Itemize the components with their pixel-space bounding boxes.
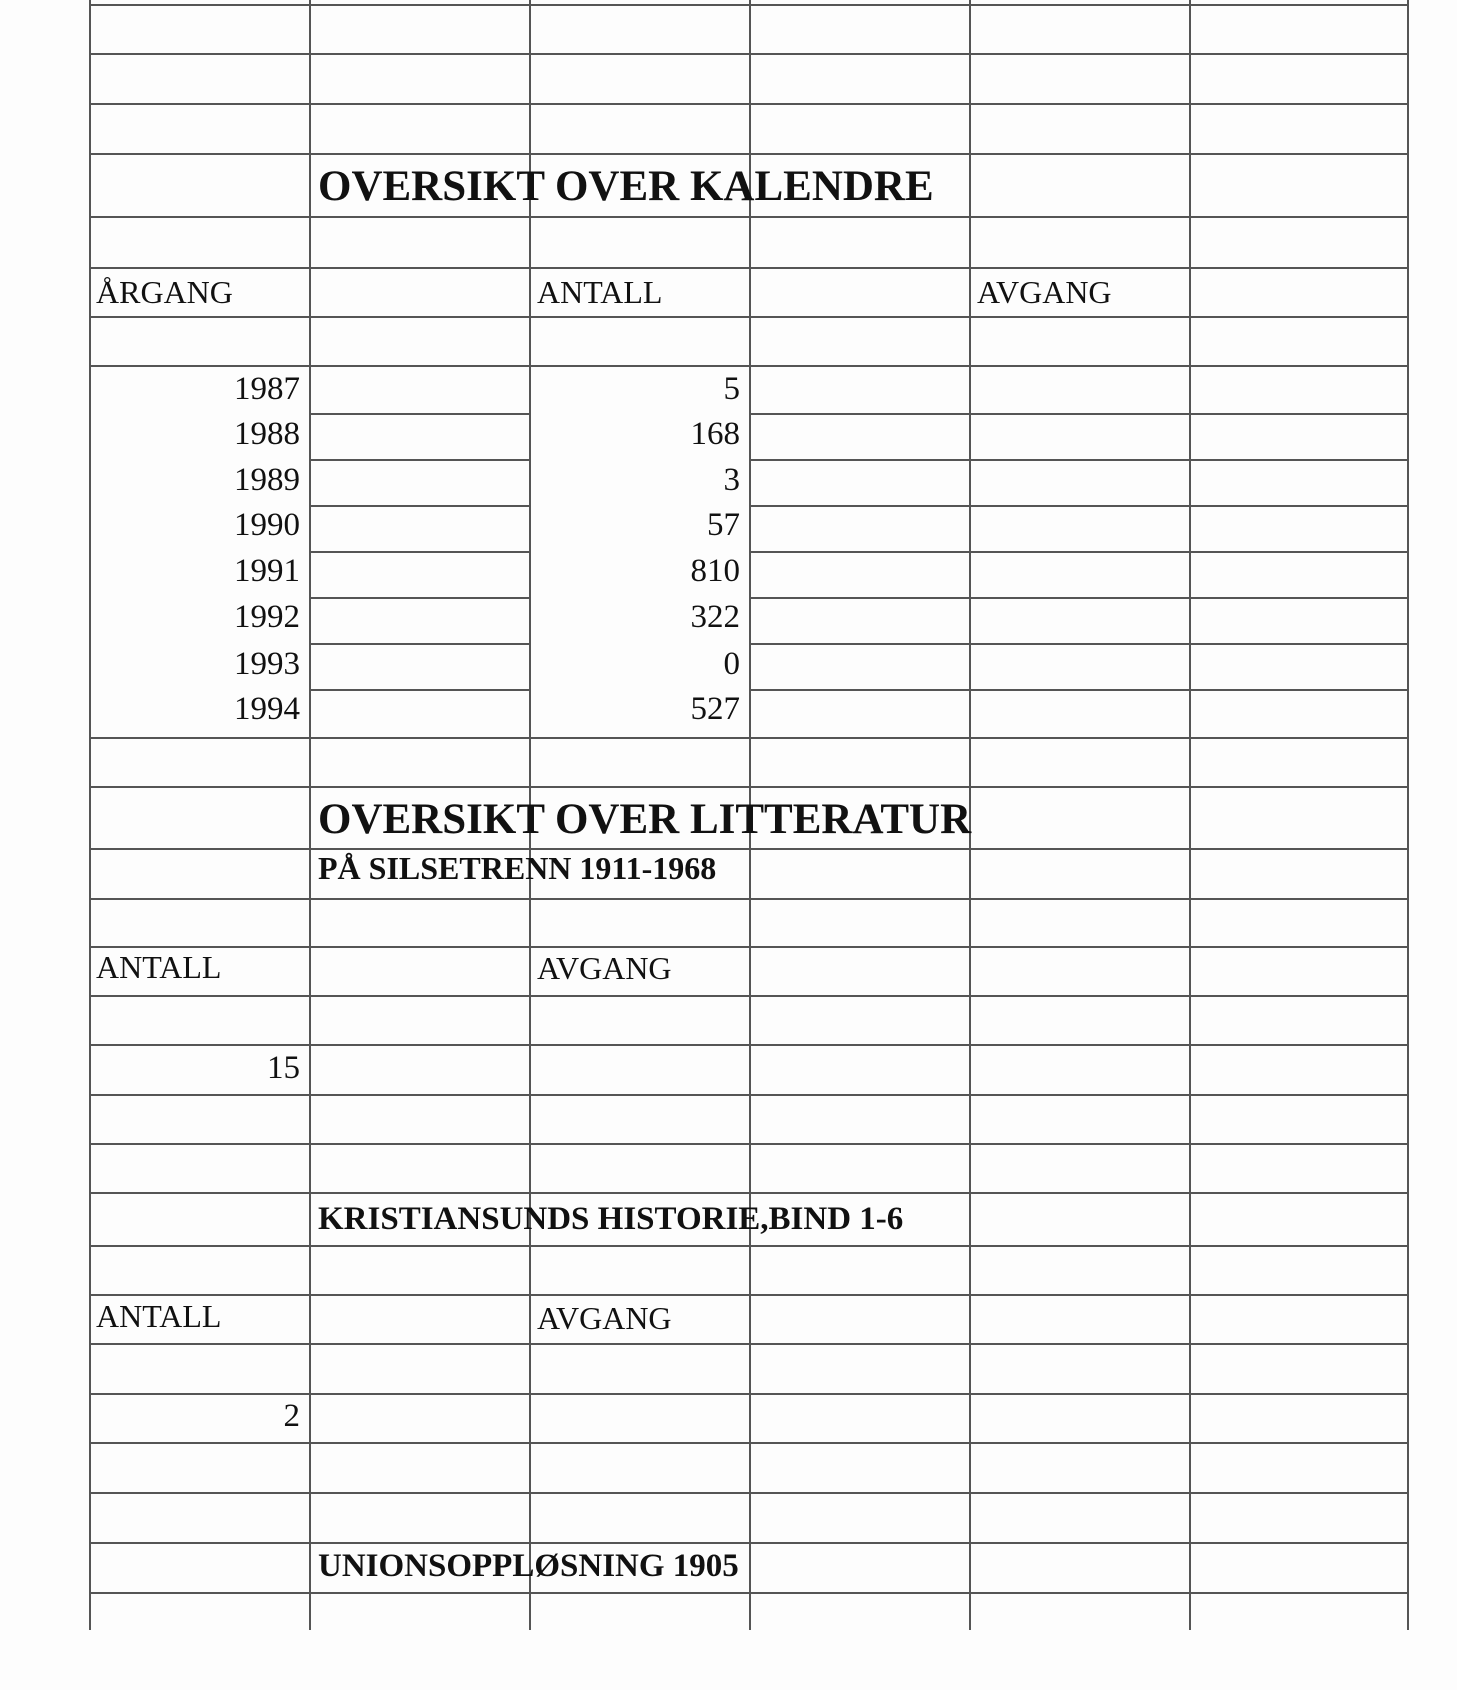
literature-count-header: ANTALL [96, 949, 222, 985]
grid-row-line [749, 459, 1409, 461]
year-cell: 1990 [234, 507, 300, 543]
count-column-header: ANTALL [537, 274, 663, 310]
history-count-header: ANTALL [96, 1298, 222, 1334]
count-cell: 57 [707, 507, 740, 543]
count-cell: 3 [723, 462, 740, 498]
count-cell: 322 [690, 599, 740, 635]
count-cell: 810 [690, 553, 740, 589]
grid-row-line [89, 153, 1409, 155]
grid-row-line [309, 643, 529, 645]
union-title: UNIONSOPPLØSNING 1905 [318, 1548, 739, 1584]
count-cell: 527 [690, 691, 740, 727]
grid-row-line [309, 413, 529, 415]
grid-row-line [89, 316, 1409, 318]
year-cell: 1994 [234, 691, 300, 727]
grid-row-line [89, 1492, 1409, 1494]
grid-row-line [89, 1245, 1409, 1247]
year-cell: 1991 [234, 553, 300, 589]
grid-column-line [1407, 0, 1409, 1630]
grid-row-line [89, 1592, 1409, 1594]
grid-row-line [89, 786, 1409, 788]
grid-row-line [89, 53, 1409, 55]
grid-row-line [309, 551, 529, 553]
grid-row-line [89, 898, 1409, 900]
year-cell: 1989 [234, 462, 300, 498]
grid-column-line [309, 0, 311, 1630]
history-title: KRISTIANSUNDS HISTORIE,BIND 1-6 [318, 1201, 904, 1237]
literature-title: OVERSIKT OVER LITTERATUR [318, 796, 972, 843]
grid-row-line [749, 413, 1409, 415]
grid-row-line [89, 848, 1409, 850]
grid-row-line [309, 505, 529, 507]
grid-row-line [89, 1294, 1409, 1296]
count-cell: 5 [723, 371, 740, 407]
year-column-header: ÅRGANG [96, 274, 233, 310]
grid-row-line [89, 103, 1409, 105]
grid-row-line [89, 1343, 1409, 1345]
grid-row-line [89, 946, 1409, 948]
count-cell: 168 [690, 416, 740, 452]
history-count-cell: 2 [283, 1398, 300, 1434]
count-cell: 0 [723, 646, 740, 682]
grid-row-line [749, 551, 1409, 553]
grid-row-line [749, 643, 1409, 645]
grid-row-line [749, 505, 1409, 507]
grid-row-line [89, 1094, 1409, 1096]
year-cell: 1992 [234, 599, 300, 635]
literature-outgoing-header: AVGANG [537, 950, 672, 986]
grid-row-line [89, 1442, 1409, 1444]
grid-row-line [89, 216, 1409, 218]
year-cell: 1988 [234, 416, 300, 452]
grid-row-line [89, 737, 1409, 739]
grid-row-line [309, 597, 529, 599]
history-outgoing-header: AVGANG [537, 1300, 672, 1336]
outgoing-column-header: AVGANG [977, 274, 1112, 310]
grid-row-line [89, 267, 1409, 269]
grid-row-line [749, 597, 1409, 599]
grid-row-line [89, 1542, 1409, 1544]
year-cell: 1987 [234, 371, 300, 407]
grid-row-line [309, 459, 529, 461]
grid-row-line [89, 1143, 1409, 1145]
grid-row-line [89, 1044, 1409, 1046]
literature-subtitle: PÅ SILSETRENN 1911-1968 [318, 850, 717, 886]
grid-column-line [1189, 0, 1191, 1630]
calendars-title: OVERSIKT OVER KALENDRE [318, 163, 934, 210]
grid-row-line [89, 1393, 1409, 1395]
grid-row-line [89, 365, 1409, 367]
year-cell: 1993 [234, 646, 300, 682]
grid-row-line [89, 1192, 1409, 1194]
literature-count-cell: 15 [267, 1050, 300, 1086]
grid-row-line [89, 4, 1409, 6]
grid-row-line [89, 995, 1409, 997]
grid-column-line [89, 0, 91, 1630]
grid-row-line [309, 689, 529, 691]
grid-row-line [749, 689, 1409, 691]
